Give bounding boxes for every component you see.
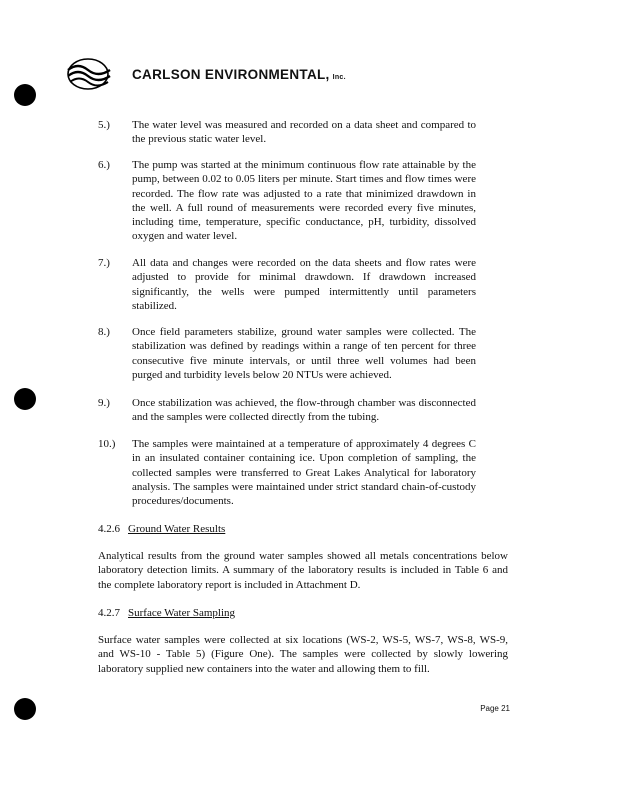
step-number: 6.)	[98, 159, 110, 171]
section-title: Ground Water Results	[128, 523, 226, 535]
section-number: 4.2.6	[98, 523, 120, 535]
step-number: 9.)	[98, 397, 110, 409]
section-heading	[98, 522, 225, 536]
section-body: Surface water samples were collected at six locations (WS-2, WS-5, WS-7, WS-8, WS-9, and WS-10 - Table 5) (Figure One). The samples were collected by slowly lowering laboratory supplied new containers into the water and allowing them to fill.	[98, 634, 508, 675]
binder-hole-bottom	[14, 698, 36, 720]
section-title: Surface Water Sampling	[128, 607, 236, 619]
step-number: 8.)	[98, 326, 110, 338]
page-number: Page 21	[480, 704, 510, 713]
step-number: 5.)	[98, 119, 110, 131]
step-text: All data and changes were recorded on the data sheets and flow rates were adjusted to provide for minimal drawdown. If drawdown increased significantly, the wells were pumped intermittently until parameters stabilized.	[132, 257, 476, 312]
step-number: 10.)	[98, 438, 116, 450]
step-text: Once stabilization was achieved, the flow-through chamber was disconnected and the samples were collected directly from the tubing.	[132, 397, 476, 424]
letterhead	[62, 54, 542, 94]
step-text: Once field parameters stabilize, ground water samples were collected. The stabilization was defined by readings within a range of ten percent for three consecutive five minute intervals, or until three well volumes had been purged and turbidity levels below 20 NTUs were achieved.	[132, 326, 476, 381]
binder-hole-middle	[14, 388, 36, 410]
section-number: 4.2.7	[98, 607, 120, 619]
company-logo-icon	[62, 56, 124, 92]
company-suffix: Inc.	[332, 74, 346, 81]
company-name	[132, 67, 346, 82]
section-heading	[98, 606, 235, 620]
step-text: The water level was measured and recorded on a data sheet and compared to the previous static water level.	[132, 119, 476, 146]
step-number: 7.)	[98, 257, 110, 269]
step-text: The samples were maintained at a temperature of approximately 4 degrees C in an insulated container containing ice. Upon completion of sampling, the collected samples were transferred to Great Lakes Analytical for laboratory analysis. The samples were maintained under strict standard chain-of-custody procedures/documents.	[132, 438, 476, 508]
company-name-text: CARLSON ENVIRONMENTAL,	[132, 67, 330, 82]
step-text: The pump was started at the minimum continuous flow rate attainable by the pump, between 0.02 to 0.05 liters per minute. Start times and flow times were recorded. The flow rate was adjusted to a rate that minimized drawdown in the well. A full round of measurements were recorded every five minutes, including time, temperature, specific conductance, pH, turbidity, dissolved oxygen and water level.	[132, 159, 476, 243]
binder-hole-top	[14, 84, 36, 106]
section-body: Analytical results from the ground water samples showed all metals concentrations below laboratory detection limits. A summary of the laboratory results is included in Table 6 and the complete laboratory report is included in Attachment D.	[98, 550, 508, 591]
